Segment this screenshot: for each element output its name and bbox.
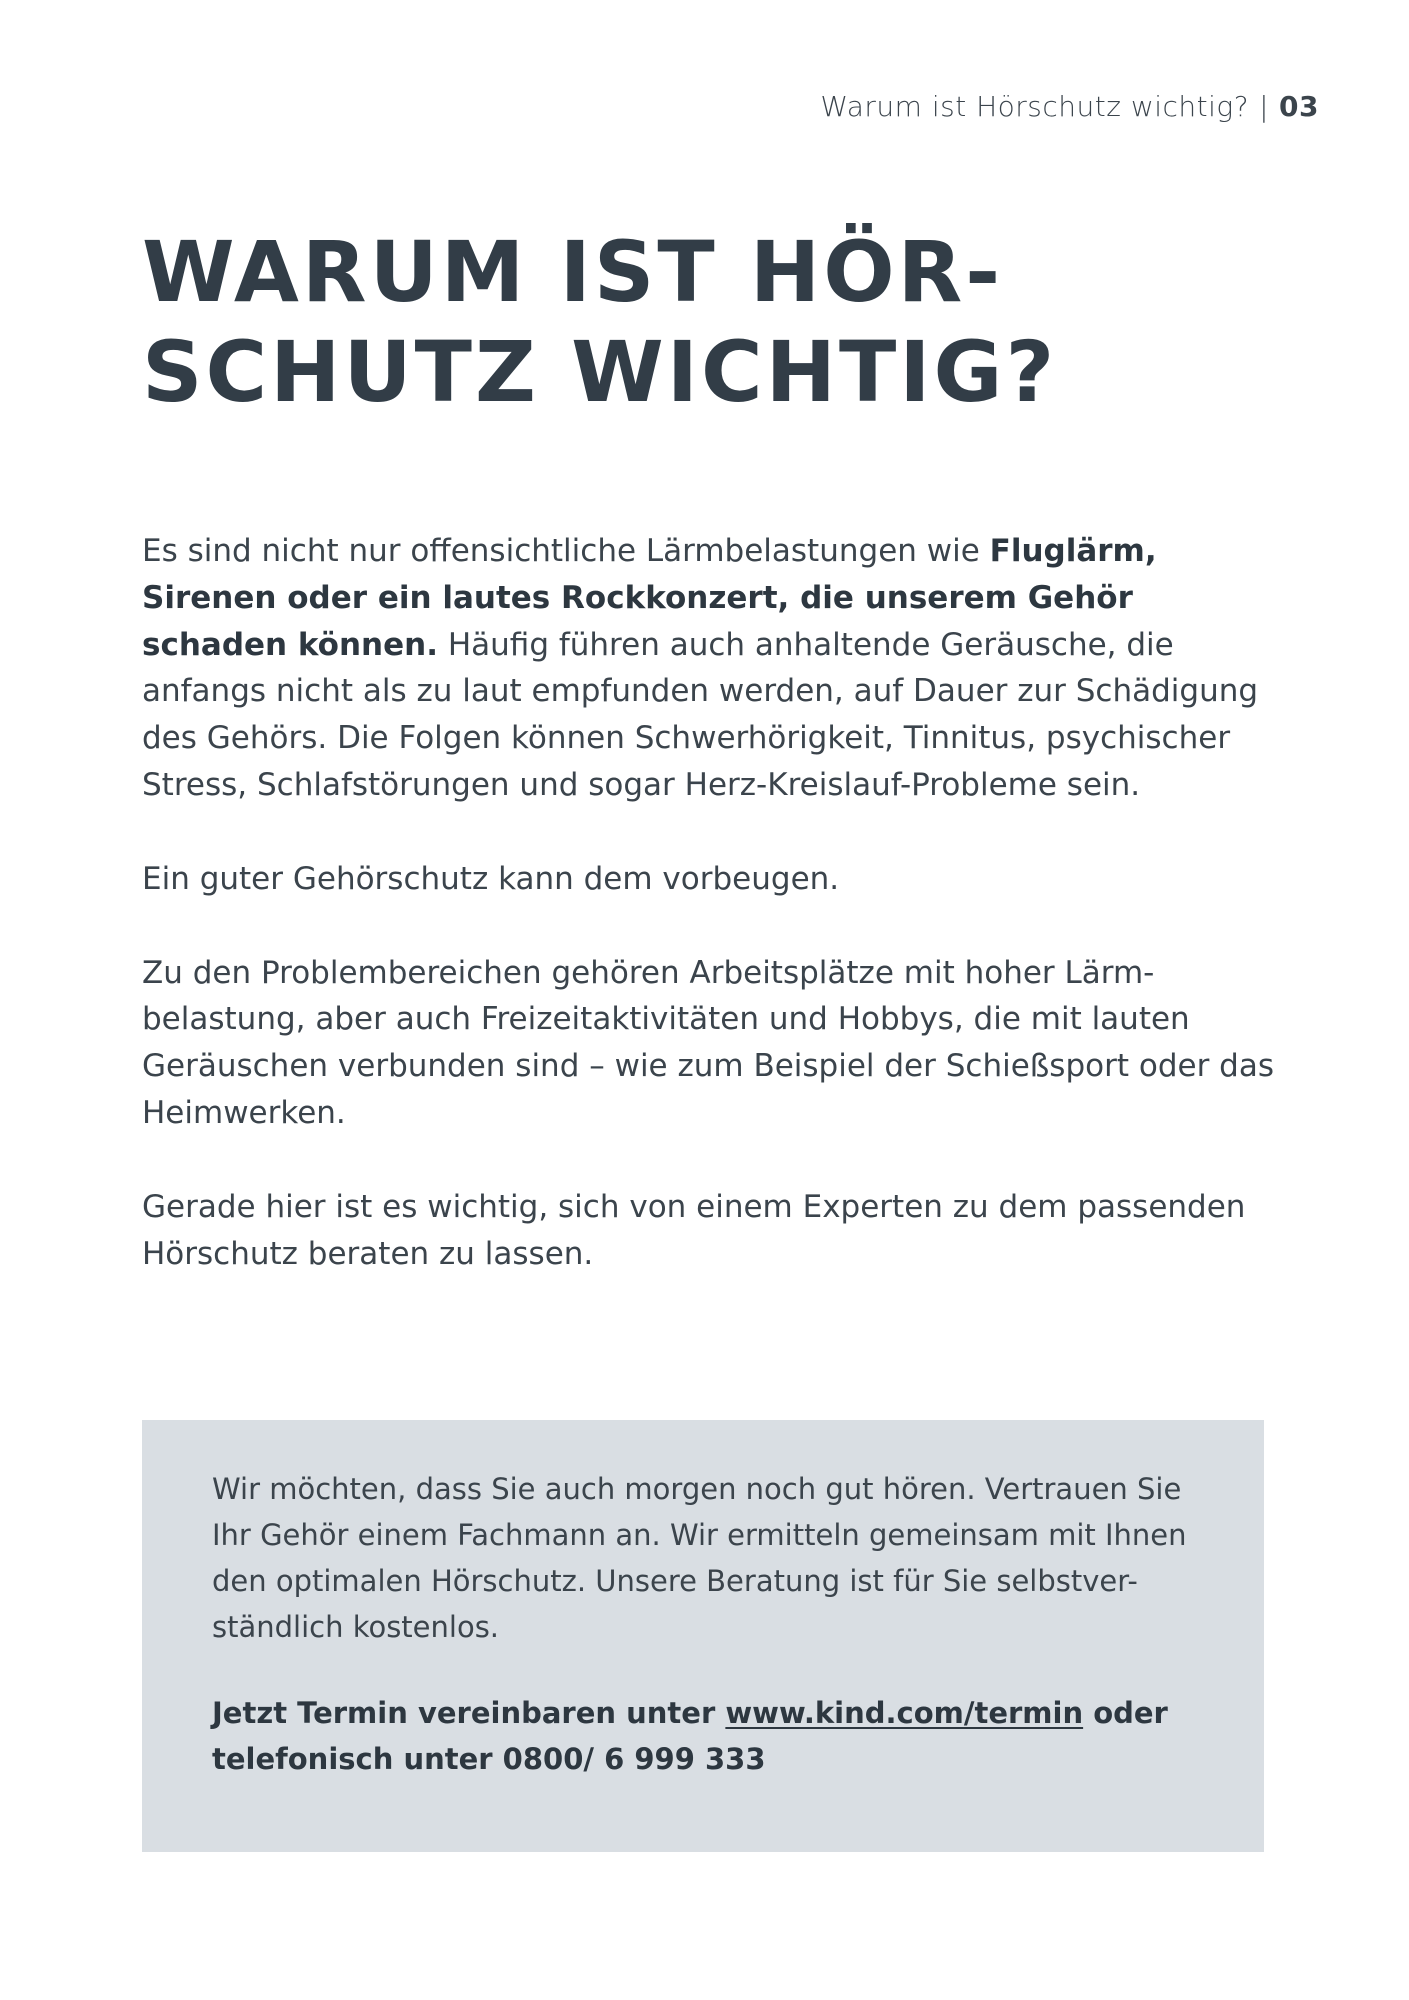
page-title <box>142 222 1057 422</box>
paragraph-4: Gerade hier ist es wichtig, sich von einem Experten zu dem passenden Hörschutz beraten zu lassen. <box>142 1188 1246 1272</box>
call-to-action <box>212 1690 1204 1782</box>
paragraph-2: Ein guter Gehörschutz kann dem vorbeugen. <box>142 860 840 897</box>
info-box-text: Wir möchten, dass Sie auch morgen noch gut hören. Vertrauen Sie Ihr Gehör einem Fachmann an. Wir ermitteln gemeinsam mit Ihnen den optimalen Hörschutz. Unsere Beratung ist für Sie selbstver-ständlich kostenlos. <box>212 1472 1187 1644</box>
page-number: 03 <box>1279 90 1319 123</box>
page-title-line-1: WARUM IST HÖR- <box>142 223 1004 321</box>
paragraph-1-emphasis: Fluglärm, Sirenen oder ein lautes Rockkonzert, die unserem Gehör schaden können. <box>142 533 1157 663</box>
header-separator: | <box>1259 90 1270 123</box>
section-title: Warum ist Hörschutz wichtig? <box>820 90 1250 123</box>
cta-prefix: Jetzt Termin vereinbaren unter <box>212 1696 726 1730</box>
running-header <box>820 90 1319 123</box>
paragraph-3: Zu den Problembereichen gehören Arbeitsplätze mit hoher Lärm-belastung, aber auch Freizeitaktivitäten und Hobbys, die mit lauten Geräuschen verbunden sind – wie zum Beispiel der Schießsport oder das Heimwerken. <box>142 954 1274 1131</box>
paragraph-1 <box>142 528 1282 809</box>
info-box <box>142 1420 1264 1852</box>
cta-suffix: oder telefonisch unter 0800/ 6 999 333 <box>212 1696 1168 1776</box>
paragraph-1-rest: Häufig führen auch anhaltende Geräusche, die anfangs nicht als zu laut empfunden werden, auf Dauer zur Schädigung des Gehörs. Die Folgen können Schwerhörigkeit, Tinnitus, psychischer Stress, Schlafstörungen und sogar Herz-Kreislauf-Probleme sein. <box>142 626 1259 803</box>
paragraph-1-intro: Es sind nicht nur offensichtliche Lärmbelastungen wie <box>142 533 990 569</box>
page-title-line-2: SCHUTZ WICHTIG? <box>142 323 1058 421</box>
appointment-link[interactable]: www.kind.com/termin <box>725 1696 1084 1730</box>
body-text <box>142 528 1282 1324</box>
